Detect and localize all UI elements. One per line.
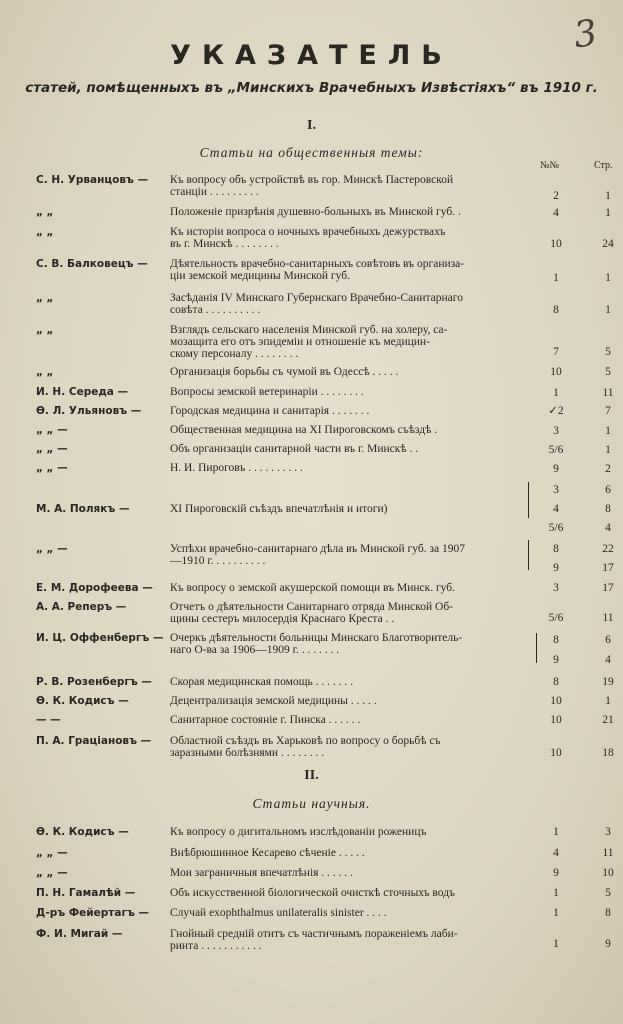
entry-title: Случай exophthalmus unilateralis sinister . . . .: [170, 907, 387, 919]
entry-issue-number: 10: [550, 714, 562, 726]
entry-title: Объ организаціи санитарной части въ г. Минскѣ . .: [170, 443, 419, 455]
entry-page-number: 5: [605, 887, 611, 899]
entry-issue-number: 1: [553, 272, 559, 284]
column-header-page: Стр.: [594, 160, 613, 171]
entry-page-number: 5: [605, 366, 611, 378]
entry-author: Д-ръ Фейертагъ —: [36, 907, 150, 919]
entry-issue-number: 4: [553, 847, 559, 859]
entry-author: Ѳ. К. Кодисъ —: [36, 826, 129, 838]
entry-author: М. А. Полякъ —: [36, 503, 130, 515]
handwritten-page-number: 3: [571, 12, 600, 57]
entry-author: Р. В. Розенбергъ —: [36, 676, 152, 688]
entry-page-number: 1: [605, 304, 611, 316]
entry-title: Къ вопросу о дигитальномъ изслѣдованіи роженицъ: [170, 826, 427, 838]
entry-page-number: 8: [605, 503, 611, 515]
entry-page-number: 1: [605, 272, 611, 284]
section2-number: II.: [304, 768, 319, 783]
entry-author: „ „ —: [36, 443, 68, 455]
section1-title: Статьи на общественныя темы:: [199, 145, 424, 160]
entry-issue-number: 8: [553, 304, 559, 316]
entry-page-number: 4: [605, 654, 611, 666]
section1-number: I.: [307, 118, 316, 133]
entry-issue-number: 10: [550, 695, 562, 707]
entry-page-number: 6: [605, 484, 611, 496]
entry-issue-number: 4: [553, 503, 559, 515]
entry-page-number: 4: [605, 522, 611, 534]
entry-issue-number: 10: [550, 366, 562, 378]
entry-page-number: 2: [605, 463, 611, 475]
entry-issue-number: 9: [553, 867, 559, 879]
entry-title: Городская медицина и санитарія . . . . . . .: [170, 405, 370, 417]
entry-title: Дѣятельность врачебно-санитарныхъ совѣтовъ въ организа- ціи земской медицины Минской губ.: [170, 258, 465, 282]
entry-title: Скорая медицинская помощь . . . . . . .: [170, 676, 353, 688]
entry-page-number: 1: [605, 695, 611, 707]
entry-issue-number: 1: [553, 938, 559, 950]
entry-page-number: 1: [605, 444, 611, 456]
index-title: УКАЗАТЕЛЬ: [170, 40, 453, 71]
entry-author: „ „ —: [36, 847, 68, 859]
entry-issue-number: 8: [553, 676, 559, 688]
entry-title: Внѣбрюшинное Кесарево сѣченіе . . . . .: [170, 847, 365, 859]
entry-page-number: 1: [605, 207, 611, 219]
entry-page-number: 9: [605, 938, 611, 950]
entry-page-number: 17: [602, 562, 614, 574]
entry-page-number: 5: [605, 346, 611, 358]
entry-title: Гнойный средній отитъ съ частичнымъ пораженіемъ лаби- ринта . . . . . . . . . . .: [170, 928, 458, 952]
entry-title: Областной съѣздъ въ Харьковѣ по вопросу о борьбѣ съ заразными болѣзнями . . . . . . . .: [170, 735, 441, 759]
entry-issue-number: 5/6: [548, 612, 564, 624]
entry-page-number: 8: [605, 907, 611, 919]
entry-author: „ „: [36, 226, 54, 238]
entry-issue-number: 1: [553, 887, 559, 899]
entry-page-number: 11: [602, 612, 614, 624]
entry-page-number: 1: [605, 425, 611, 437]
entry-author: „ „ —: [36, 424, 68, 436]
entry-author: П. А. Граціановъ —: [36, 735, 152, 747]
entry-issue-number: 4: [553, 207, 559, 219]
entry-issue-number: 9: [553, 463, 559, 475]
entry-author: Ф. И. Мигай —: [36, 928, 123, 940]
entry-issue-number: 2: [553, 190, 559, 202]
entry-page-number: 1: [605, 190, 611, 202]
entry-page-number: 10: [602, 867, 614, 879]
entry-title: Взглядъ сельскаго населенія Минской губ. на холеру, са- мозащита его отъ эпидеміи и отношеніе къ медицин- скому персоналу . . . . . . . .: [170, 324, 448, 360]
entry-author: Е. М. Дорофеева —: [36, 582, 153, 594]
entry-title: Къ вопросу объ устройствѣ въ гор. Минскѣ Пастеровской станціи . . . . . . . . .: [170, 174, 454, 198]
entry-author: И. Ц. Оффенбергъ —: [36, 632, 164, 644]
entry-page-number: 19: [602, 676, 614, 688]
entry-author: „ „: [36, 206, 54, 218]
bracket: [528, 540, 533, 570]
entry-issue-number: 1: [553, 387, 559, 399]
entry-title: Н. И. Пироговъ . . . . . . . . . .: [170, 462, 303, 474]
entry-issue-number: 3: [553, 582, 559, 594]
entry-issue-number: 7: [553, 346, 559, 358]
entry-author: А. А. Реперъ —: [36, 601, 127, 613]
entry-page-number: 24: [602, 238, 614, 250]
entry-author: И. Н. Середа —: [36, 386, 129, 398]
entry-author: „ „ —: [36, 462, 68, 474]
column-header-number: №№: [540, 160, 560, 171]
entry-issue-number: 8: [553, 543, 559, 555]
entry-page-number: 11: [602, 387, 614, 399]
entry-author: С. Н. Урванцовъ —: [36, 174, 149, 186]
entry-issue-number: ✓2: [548, 405, 564, 417]
entry-page-number: 18: [602, 747, 614, 759]
entry-author: „ „: [36, 292, 54, 304]
entry-issue-number: 9: [553, 654, 559, 666]
entry-author: П. Н. Гамалѣй —: [36, 887, 136, 899]
bracket: [528, 482, 533, 518]
entry-page-number: 22: [602, 543, 614, 555]
entry-title: Децентрализація земской медицины . . . . .: [170, 695, 377, 707]
entry-page-number: 7: [605, 405, 611, 417]
entry-title: Очеркъ дѣятельности больницы Минскаго Благотворитель- наго О-ва за 1906—1909 г. . . . . . . .: [170, 632, 463, 656]
entry-author: „ „: [36, 324, 54, 336]
entry-title: Общественная медицина на XI Пироговскомъ съѣздѣ .: [170, 424, 438, 436]
entry-author: Ѳ. К. Кодисъ —: [36, 695, 129, 707]
entry-issue-number: 5/6: [548, 522, 564, 534]
entry-title: XI Пироговскій съѣздъ впечатлѣнія и итоги): [170, 503, 388, 515]
entry-title: Къ вопросу о земской акушерской помощи въ Минск. губ.: [170, 582, 456, 594]
entry-page-number: 21: [602, 714, 614, 726]
entry-issue-number: 10: [550, 747, 562, 759]
entry-page-number: 11: [602, 847, 614, 859]
entry-author: „ „ —: [36, 867, 68, 879]
entry-issue-number: 1: [553, 826, 559, 838]
entry-title: Отчетъ о дѣятельности Санитарнаго отряда Минской Об- щины сестеръ милосердія Краснаго Креста . .: [170, 601, 453, 625]
entry-title: Къ исторіи вопроса о ночныхъ врачебныхъ дежурствахъ въ г. Минскѣ . . . . . . . .: [170, 226, 446, 250]
entry-issue-number: 3: [553, 484, 559, 496]
entry-issue-number: 10: [550, 238, 562, 250]
entry-issue-number: 5/6: [548, 444, 564, 456]
entry-title: Положеніе призрѣнія душевно-больныхъ въ Минской губ. .: [170, 206, 461, 218]
entry-author: „ „: [36, 366, 54, 378]
entry-title: Вопросы земской ветеринаріи . . . . . . . .: [170, 386, 364, 398]
entry-issue-number: 3: [553, 425, 559, 437]
entry-title: Засѣданія IV Минскаго Губернскаго Врачебно-Санитарнаго совѣта . . . . . . . . . .: [170, 292, 463, 316]
bracket: [536, 633, 541, 663]
entry-title: Успѣхи врачебно-санитарнаго дѣла въ Минской губ. за 1907 —1910 г. . . . . . . . . .: [170, 543, 465, 567]
entry-page-number: 17: [602, 582, 614, 594]
entry-author: С. В. Балковецъ —: [36, 258, 148, 270]
entry-issue-number: 9: [553, 562, 559, 574]
entry-issue-number: 1: [553, 907, 559, 919]
entry-page-number: 6: [605, 634, 611, 646]
entry-author: „ „ —: [36, 543, 68, 555]
index-subtitle: статей, помѣщенныхъ въ „Минскихъ Врачебныхъ Извѣстіяхъ“ въ 1910 г.: [25, 80, 598, 96]
entry-author: Ѳ. Л. Ульяновъ —: [36, 405, 142, 417]
entry-issue-number: 8: [553, 634, 559, 646]
entry-title: Санитарное состояніе г. Пинска . . . . . .: [170, 714, 361, 726]
section2-title: Статьи научныя.: [252, 796, 371, 811]
entry-title: Организація борьбы съ чумой въ Одессѣ . . . . .: [170, 366, 399, 378]
entry-author: — —: [36, 714, 61, 726]
entry-page-number: 3: [605, 826, 611, 838]
entry-title: Объ искусственной біологической очисткѣ сточныхъ водъ: [170, 887, 456, 899]
entry-title: Мои заграничныя впечатлѣнія . . . . . .: [170, 867, 353, 879]
